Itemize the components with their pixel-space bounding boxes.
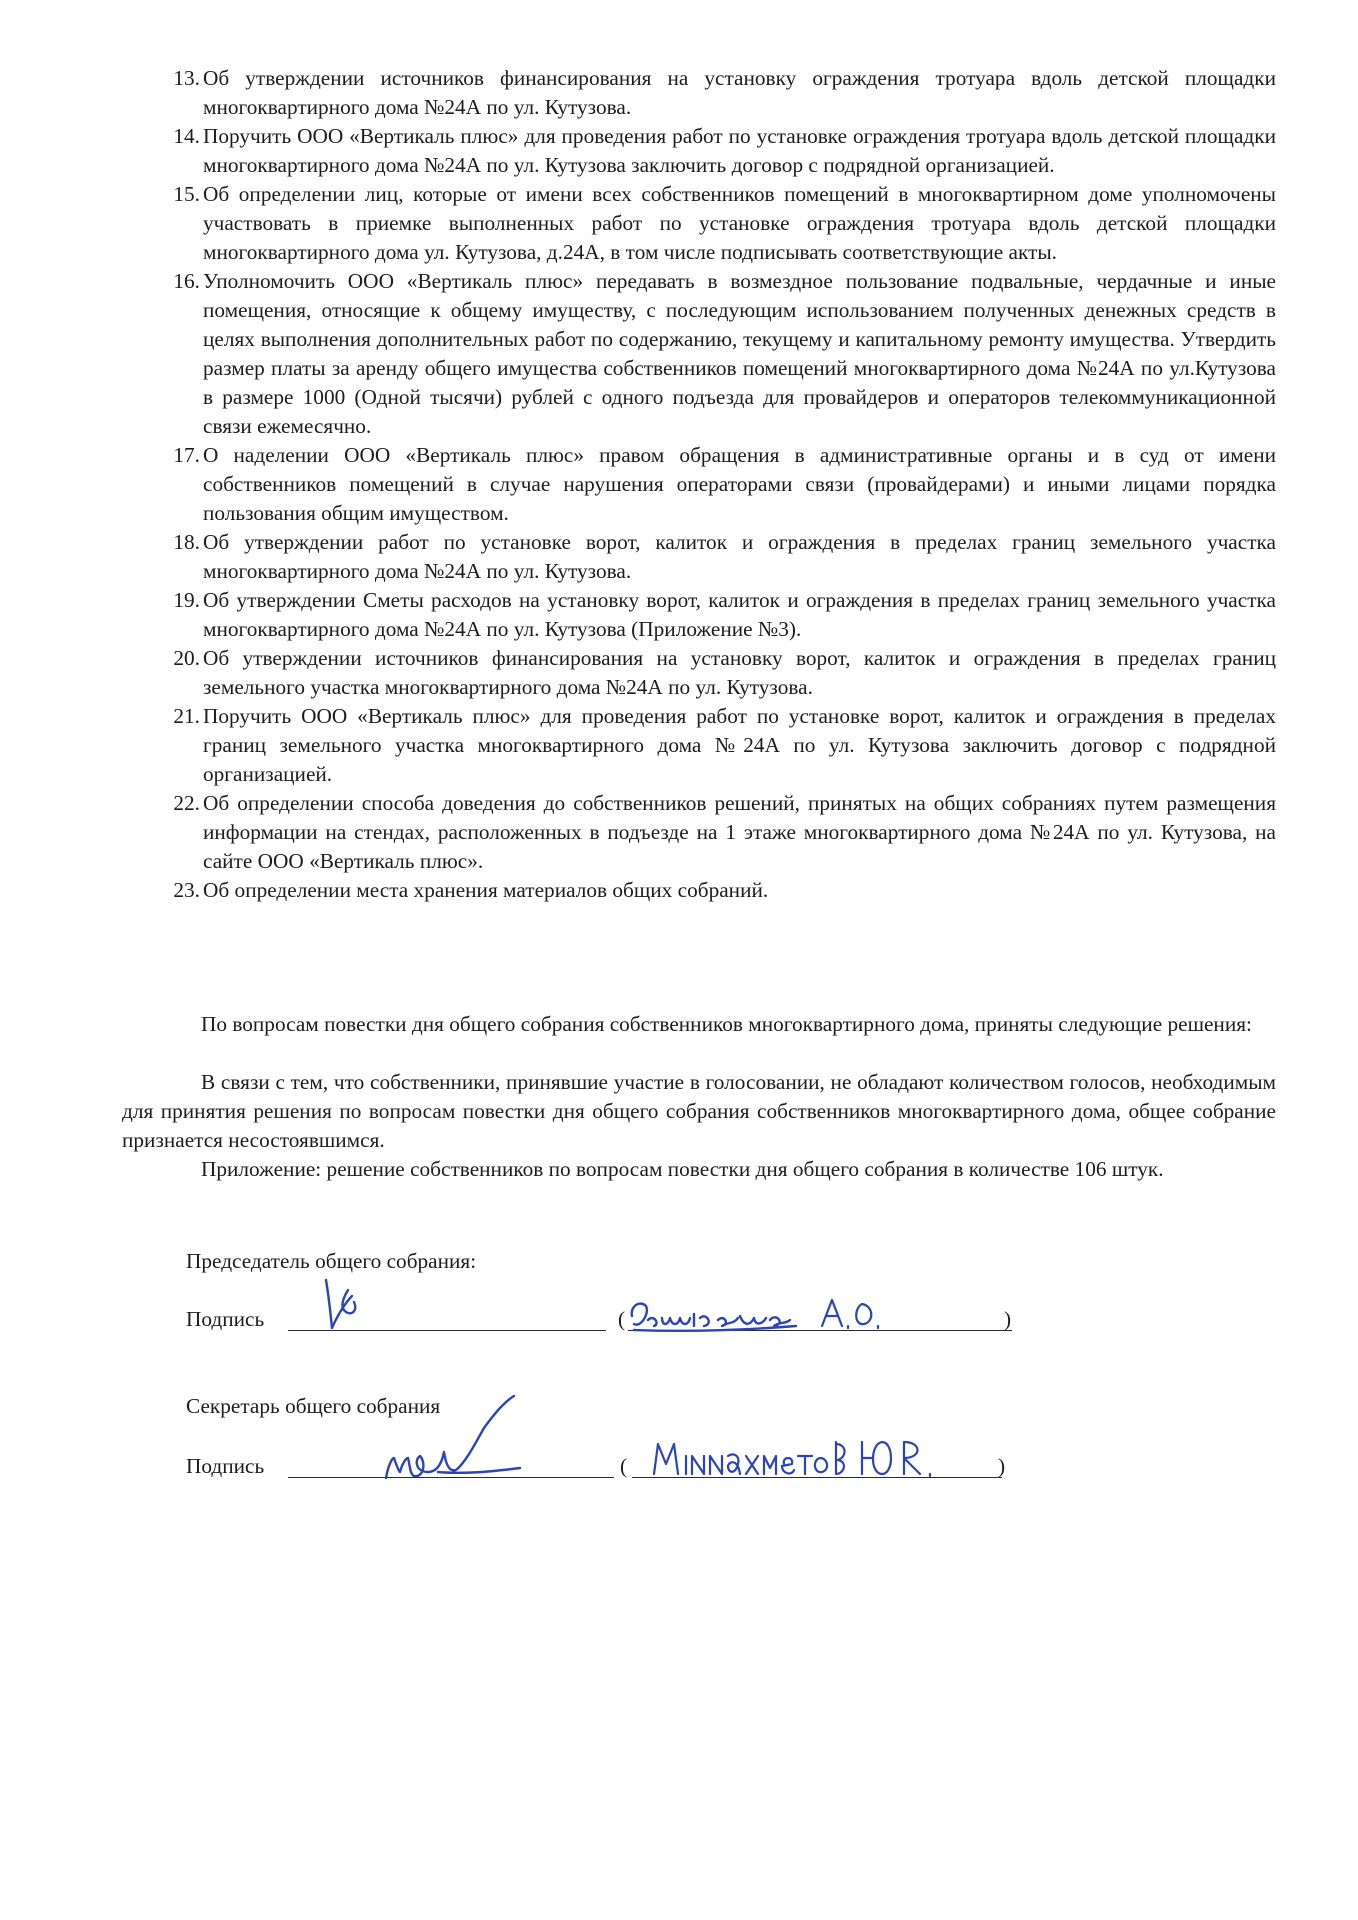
agenda-item-number: 16. [173,269,200,293]
agenda-item [150,876,1276,905]
chairman-sign-label: Подпись [186,1307,265,1331]
agenda-item-number: 18. [173,530,200,554]
agenda-item-text: Уполномочить ООО «Вертикаль плюс» передавать в возмездное пользование подвальные, чердачные и иные помещения, относящие к общему имуществу, с последующим использованием полученных денежных средств в целях выполнения дополнительных работ по содержанию, текущему и капитальному ремонту имущества. Утвердить размер платы за аренду общего имущества собственников помещений многоквартирного дома №24А по ул.Кутузова в размере 1000 (Одной тысячи) рублей с одного подъезда для провайдеров и операторов телекоммуникационной связи ежемесячно. [203,269,1276,438]
agenda-item [150,586,1276,644]
secretary-sign-label: Подпись [186,1454,265,1478]
chairman-signature [318,1276,372,1336]
agenda-item-text: О наделении ООО «Вертикаль плюс» правом обращения в административные органы и в суд от имени собственников помещений в случае нарушения операторами связи (провайдерами) и иными лицами порядка пользования общим имуществом. [203,443,1276,525]
agenda-item-text: Об определении лиц, которые от имени всех собственников помещений в многоквартирном доме уполномочены участвовать в приемке выполненных работ по установке ограждения тротуара вдоль детской площадки многоквартирного дома ул. Кутузова, д.24А, в том числе подписывать соответствующие акты. [203,182,1276,264]
agenda-item [150,528,1276,586]
chairman-title: Председатель общего собрания: [186,1249,477,1273]
agenda-item [150,180,1276,267]
close-paren: ) [998,1454,1006,1478]
agenda-item-number: 21. [173,704,200,728]
open-paren: ( [620,1454,628,1478]
agenda-item [150,122,1276,180]
agenda-item [150,789,1276,876]
secretary-name-handwritten [648,1434,992,1482]
agenda-item-text: Поручить ООО «Вертикаль плюс» для проведения работ по установке ограждения тротуара вдоль детской площадки многоквартирного дома №24А по ул. Кутузова заключить договор с подрядной организацией. [203,124,1276,177]
agenda-item-number: 15. [173,182,200,206]
agenda-item [150,441,1276,528]
secretary-signature [380,1392,540,1492]
agenda-item-text: Поручить ООО «Вертикаль плюс» для проведения работ по установке ворот, калиток и ограждения в пределах границ земельного участка многоквартирного дома №24А по ул. Кутузова заключить договор с подрядной организацией. [203,704,1276,786]
open-paren: ( [618,1307,626,1331]
agenda-item-text: Об определении способа доведения до собственников решений, принятых на общих собраниях путем размещения информации на стендах, расположенных в подъезде на 1 этаже многоквартирного дома №24А по ул. Кутузова, на сайте ООО «Вертикаль плюс». [203,791,1276,873]
agenda-item-number: 19. [173,588,200,612]
agenda-item-text: Об утверждении Сметы расходов на установку ворот, калиток и ограждения в пределах границ земельного участка многоквартирного дома №24А по ул. Кутузова (Приложение №3). [203,588,1276,641]
agenda-item-number: 20. [173,646,200,670]
agenda-item-text: Об утверждении источников финансирования на установку ворот, калиток и ограждения в пределах границ земельного участка многоквартирного дома №24А по ул. Кутузова. [203,646,1276,699]
agenda-item-number: 13. [173,66,200,90]
decision-paragraph: В связи с тем, что собственники, принявшие участие в голосовании, не обладают количеством голосов, необходимым для принятия решения по вопросам повестки дня общего собрания собственников многоквартирного дома, общее собрание признается несостоявшимся. [122,1070,1276,1152]
close-paren: ) [1004,1307,1012,1331]
agenda-item-number: 22. [173,791,200,815]
attachment-paragraph: Приложение: решение собственников по вопросам повестки дня общего собрания в количестве 106 штук. [201,1157,1164,1181]
secretary-title: Секретарь общего собрания [186,1394,441,1418]
agenda-paragraph: По вопросам повестки дня общего собрания собственников многоквартирного дома, приняты следующие решения: [201,1012,1252,1036]
agenda-item-text: Об утверждении работ по установке ворот, калиток и ограждения в пределах границ земельного участка многоквартирного дома №24А по ул. Кутузова. [203,530,1276,583]
agenda-item-text: Об определении места хранения материалов общих собраний. [203,878,769,902]
agenda-list [150,64,1276,905]
agenda-item-number: 23. [173,878,200,902]
agenda-item-number: 17. [173,443,200,467]
agenda-item [150,267,1276,441]
agenda-item-text: Об утверждении источников финансирования на установку ограждения тротуара вдоль детской площадки многоквартирного дома №24А по ул. Кутузова. [203,66,1276,119]
agenda-item [150,64,1276,122]
agenda-item [150,702,1276,789]
agenda-item-number: 14. [173,124,200,148]
agenda-item [150,644,1276,702]
chairman-name-handwritten [626,1294,936,1336]
